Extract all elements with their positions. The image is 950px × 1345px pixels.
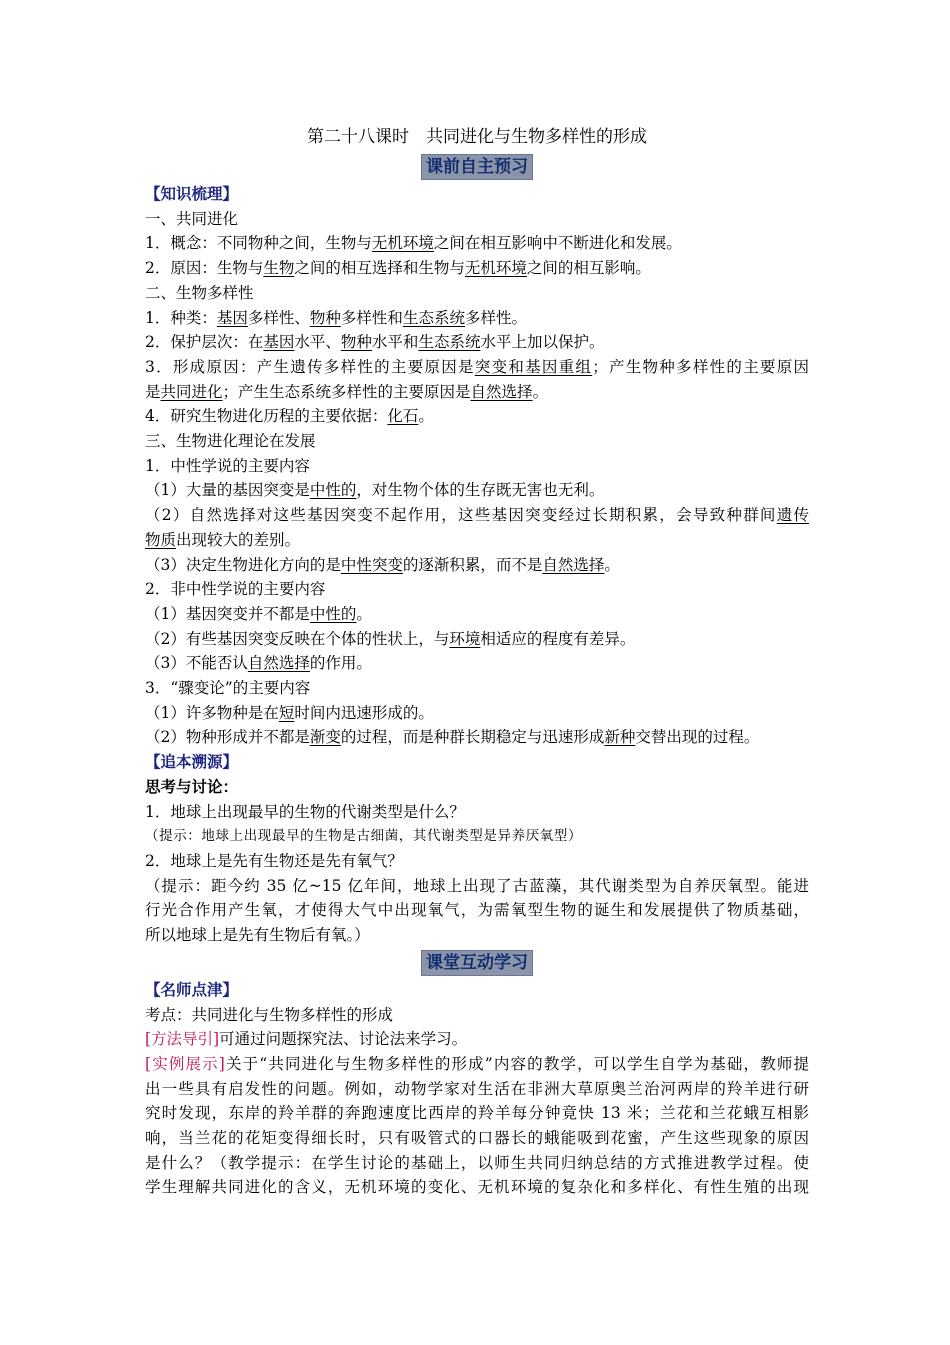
page-title: 第二十八课时 共同进化与生物多样性的形成 [307, 127, 647, 147]
example-line-1: [实例展示]关于“共同进化与生物多样性的形成”内容的教学，可以学生自学为基础，教师提 [145, 1054, 809, 1073]
section-banner-preview: 课前自主预习 [421, 154, 533, 180]
line-neutral-1: （1）大量的基因突变是中性的，对生物个体的生存既无害也无利。 [145, 481, 605, 500]
key-point: 考点：共同进化与生物多样性的形成 [145, 1005, 394, 1024]
heading-knowledge: 【知识梳理】 [145, 184, 239, 203]
line-causes-2: 是共同进化；产生生态系统多样性的主要原因是自然选择。 [145, 382, 549, 401]
heading-coevolution: 一、共同进化 [145, 209, 239, 228]
method-guide: [方法导引]可通过问题探究法、讨论法来学习。 [145, 1030, 468, 1049]
line-causes-1: 3．形成原因：产生遗传多样性的主要原因是突变和基因重组；产生物种多样性的主要原因 [145, 357, 809, 376]
hint-1: （提示：地球上出现最早的生物是古细菌，其代谢类型是异养厌氧型） [145, 828, 583, 845]
line-saltation-2: （2）物种形成并不都是渐变的过程，而是种群长期稳定与迅速形成新种交替出现的过程。 [145, 728, 760, 747]
document-page [145, 122, 809, 1200]
heading-biodiversity: 二、生物多样性 [145, 283, 254, 302]
heading-trace: 【追本溯源】 [145, 752, 239, 772]
line-evidence: 4．研究生物进化历程的主要依据：化石。 [145, 407, 434, 426]
heading-theory: 三、生物进化理论在发展 [145, 432, 316, 451]
hint-2-line-1: （提示：距今约 35 亿~15 亿年间，地球上出现了古蓝藻，其代谢类型为自养厌氧型。能进 [145, 876, 809, 895]
section-banner-classroom: 课堂互动学习 [421, 950, 533, 976]
line-nonneutral-2: （2）有些基因突变反映在个体的性状上，与环境相适应的程度有差异。 [145, 629, 636, 648]
line-concept: 1．概念：不同物种之间，生物与无机环境之间在相互影响中不断进化和发展。 [145, 234, 682, 253]
question-1: 1．地球上出现最早的生物的代谢类型是什么？ [145, 802, 465, 821]
example-line-5: 是什么？（教学提示：在学生讨论的基础上，以师生共同归纳总结的方式推进教学过程。使 [145, 1153, 809, 1172]
line-neutral-2b: 物质出现较大的差别。 [145, 530, 301, 549]
example-line-3: 究时发现，东岸的羚羊群的奔跑速度比西岸的羚羊每分钟竟快 13 米；兰花和兰花蛾互相影 [145, 1104, 809, 1123]
method-tag: [方法导引] [145, 1030, 220, 1049]
hint-2-line-3: 所以地球上是先有生物后有氧。） [145, 926, 370, 945]
line-protection: 2．保护层次：在基因水平、物种水平和生态系统水平上加以保护。 [145, 333, 605, 352]
line-nonneutral-3: （3）不能否认自然选择的作用。 [145, 654, 372, 673]
line-saltation-title: 3．“骤变论”的主要内容 [145, 679, 311, 698]
line-nonneutral-title: 2．非中性学说的主要内容 [145, 580, 326, 599]
line-neutral-title: 1．中性学说的主要内容 [145, 456, 310, 475]
example-tag: [实例展示] [145, 1054, 225, 1073]
line-neutral-2a: （2）自然选择对这些基因突变不起作用，这些基因突变经过长期积累，会导致种群间遗传 [145, 506, 809, 525]
line-types: 1．种类：基因多样性、物种多样性和生态系统多样性。 [145, 308, 527, 327]
line-saltation-1: （1）许多物种是在短时间内迅速形成的。 [145, 703, 434, 722]
example-line-6: 学生理解共同进化的含义，无机环境的变化、无机环境的复杂化和多样化、有性生殖的出现 [145, 1178, 809, 1197]
line-neutral-3: （3）决定生物进化方向的是中性突变的逐渐积累，而不是自然选择。 [145, 555, 620, 574]
hint-2-line-2: 行光合作用产生氧，才使得大气中出现氧气，为需氧型生物的诞生和发展提供了物质基础， [145, 901, 809, 920]
line-nonneutral-1: （1）基因突变并不都是中性的。 [145, 604, 372, 623]
line-reason: 2．原因：生物与生物之间的相互选择和生物与无机环境之间的相互影响。 [145, 259, 651, 278]
think-discuss-label: 思考与讨论： [145, 776, 239, 796]
question-2: 2．地球上是先有生物还是先有氧气？ [145, 851, 403, 870]
example-line-4: 响，当兰花的花矩变得细长时，只有吸管式的口器长的蛾能吸到花蜜，产生这些现象的原因 [145, 1129, 809, 1148]
example-line-2: 出一些具有启发性的问题。例如，动物学家对生活在非洲大草原奥兰治河两岸的羚羊进行研 [145, 1079, 809, 1098]
heading-teacher: 【名师点津】 [145, 979, 239, 999]
